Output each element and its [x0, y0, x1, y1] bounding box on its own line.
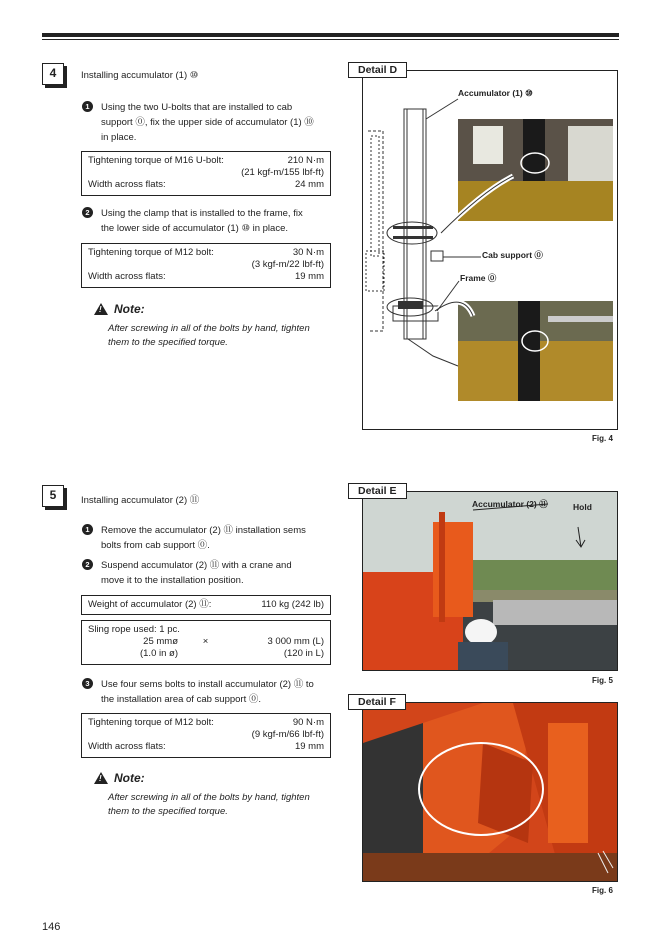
callout-hold: Hold: [573, 502, 592, 512]
note-line: them to the specified torque.: [108, 806, 228, 817]
sling-table: [81, 620, 331, 665]
step-5-item-2: [82, 558, 342, 588]
spec-value: 210 N·m: [287, 155, 324, 166]
item-line: the lower side of accumulator (1) ⑩ in place.: [101, 223, 288, 234]
fig-5-caption: Fig. 5: [592, 676, 613, 685]
item-line: Using the two U-bolts that are installed to cab: [101, 102, 293, 113]
detail-f-photo: [362, 702, 618, 882]
sling-length-alt: (120 in L): [283, 648, 324, 659]
bullet-number: 1: [82, 101, 93, 112]
bullet-number: 1: [82, 524, 93, 535]
spec-value: 90 N·m: [292, 717, 324, 728]
spec-label: Width across flats:: [88, 179, 166, 190]
spec-value: 19 mm: [294, 741, 324, 752]
callout-frame: Frame ⓪: [460, 273, 497, 283]
spec-value-alt: (21 kgf-m/155 lbf-ft): [241, 167, 324, 178]
item-line: Using the clamp that is installed to the frame, fix: [101, 208, 303, 219]
spec-table-m16: [81, 151, 331, 196]
step-4-item-2: [82, 206, 342, 236]
spec-label: Sling rope used: 1 pc.: [88, 624, 180, 635]
spec-value: 30 N·m: [292, 247, 324, 258]
spec-label: Tightening torque of M12 bolt:: [88, 247, 214, 258]
header-rule: [42, 33, 619, 37]
sling-diameter: 25 mmø: [143, 636, 178, 647]
item-line: Use four sems bolts to install accumulator (2) ⑪ to: [101, 679, 314, 690]
step-5-item-1: [82, 523, 342, 553]
spec-label: Weight of accumulator (2) ⑪:: [88, 599, 212, 610]
bullet-number: 2: [82, 207, 93, 218]
detail-e-label: Detail E: [348, 483, 407, 499]
callout-accumulator-1: Accumulator (1) ⑩: [458, 88, 533, 98]
step-5-title: Installing accumulator (2) ⑪: [81, 495, 200, 506]
step-4-item-1: [82, 100, 342, 145]
spec-value-alt: (9 kgf-m/66 lbf-ft): [251, 729, 324, 740]
detail-e-image: [363, 492, 618, 671]
sling-length: 3 000 mm (L): [267, 636, 324, 647]
item-line: in place.: [101, 132, 137, 143]
spec-value: 24 mm: [294, 179, 324, 190]
item-line: move it to the installation position.: [101, 575, 244, 586]
step-5-item-3: [82, 677, 342, 707]
spec-value-alt: (3 kgf-m/22 lbf-ft): [251, 259, 324, 270]
detail-f-image: [363, 703, 618, 882]
detail-d-label: Detail D: [348, 62, 407, 78]
spec-label: Tightening torque of M12 bolt:: [88, 717, 214, 728]
bullet-number: 2: [82, 559, 93, 570]
fig-4-caption: Fig. 4: [592, 434, 613, 443]
step-4-number: 4: [42, 63, 64, 85]
header-rule-thin: [42, 39, 619, 40]
bullet-number: 3: [82, 678, 93, 689]
note-heading: Note:: [114, 771, 145, 785]
item-line: Remove the accumulator (2) ⑪ installation sems: [101, 525, 306, 536]
item-line: support ⓪, fix the upper side of accumulator (1) ⑩: [101, 117, 314, 128]
spec-label: Width across flats:: [88, 741, 166, 752]
note-line: After screwing in all of the bolts by hand, tighten: [108, 323, 310, 334]
item-line: Suspend accumulator (2) ⑪ with a crane and: [101, 560, 292, 571]
warning-icon: [94, 772, 108, 784]
step-4-title: Installing accumulator (1) ⑩: [81, 70, 199, 81]
page-number: 146: [42, 921, 61, 933]
item-line: bolts from cab support ⓪.: [101, 540, 210, 551]
item-line: the installation area of cab support ⓪.: [101, 694, 262, 705]
note-line: After screwing in all of the bolts by hand, tighten: [108, 792, 310, 803]
note-heading: Note:: [114, 302, 145, 316]
callout-cab-support: Cab support ⓪: [482, 250, 543, 260]
detail-f-label: Detail F: [348, 694, 406, 710]
warning-icon: [94, 303, 108, 315]
step-5-number: 5: [42, 485, 64, 507]
spec-table-m12-step5: [81, 713, 331, 758]
spec-value: 19 mm: [294, 271, 324, 282]
sling-diameter-alt: (1.0 in ø): [139, 648, 178, 659]
spec-value: 110 kg (242 lb): [261, 599, 324, 610]
callout-accumulator-2: Accumulator (2) ⑪: [472, 499, 548, 509]
times-symbol: ×: [202, 636, 209, 647]
spec-table-m12: [81, 243, 331, 288]
spec-label: Width across flats:: [88, 271, 166, 282]
weight-table: [81, 595, 331, 615]
spec-label: Tightening torque of M16 U-bolt:: [88, 155, 224, 166]
note-step-5: [94, 771, 344, 819]
detail-e-photo: [362, 491, 618, 671]
note-step-4: [94, 302, 344, 350]
fig-6-caption: Fig. 6: [592, 886, 613, 895]
note-line: them to the specified torque.: [108, 337, 228, 348]
